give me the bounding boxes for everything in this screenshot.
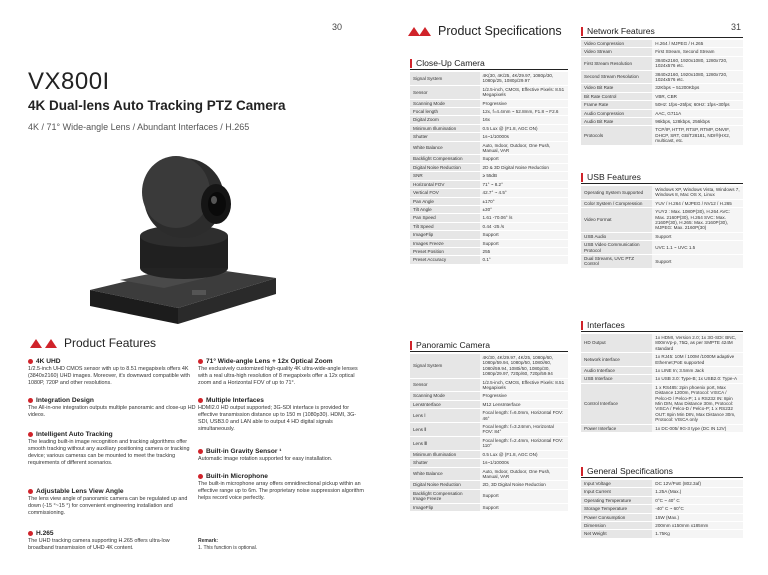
spec-value: -40° C ~ 60°C [652,505,743,513]
spec-value: Auto, Indoor, Outdoor, One Push, Manual, VAR [480,141,568,155]
spec-value: 3840x2160, 1920x1080, 1280x720, 1024x576 etc. [652,70,743,84]
spec-value: 32Kbps ~ 51200Kbps [652,84,743,92]
spec-row [410,222,568,230]
feature-h265 [28,530,196,552]
spec-value: 1s~1/10000s [480,133,568,141]
spec-value: Support [480,231,568,239]
spec-row [410,392,568,400]
feature-desc: The leading built-in image recognition and tracking algorithms offer smooth tracking without any auxiliary positioning camera or tracking device; various cameras can be mounted to meet the tracking requirements of different scenarios. [28,439,190,466]
spec-row [410,155,568,163]
product-tagline: 4K / 71° Wide-angle Lens / Abundant Interfaces / H.265 [28,122,250,132]
spec-key: Tilt Speed [410,222,480,230]
spec-key: Lens Ⅲ [410,436,480,450]
page-number-right: 31 [731,22,742,32]
spec-key: Video Stream [581,48,652,56]
logo-mark-icon [45,339,57,348]
spec-key: Lens Ⅱ [410,423,480,437]
spec-row [581,70,743,84]
accent-bar [581,321,583,330]
spec-value: Progressive [480,99,568,107]
interfaces-heading [581,320,743,332]
spec-key: Signal System [410,72,480,85]
spec-value: VBR, CBR [652,92,743,100]
spec-key: Preset Accuracy [410,256,480,264]
spec-row [410,400,568,408]
spec-value: 1.61 -70.06° /s [480,214,568,222]
spec-value: 50Hz: 1fps~25fps; 60Hz: 1fps~30fps [652,101,743,109]
spec-row [410,481,568,489]
spec-row [410,205,568,213]
spec-row [410,239,568,247]
spec-key: First Stream Resolution [581,56,652,70]
spec-row [410,172,568,180]
spec-row [410,85,568,99]
spec-key: Horizontal FOV [410,180,480,188]
spec-value: First Stream, Second Stream [652,48,743,56]
spec-row [581,126,743,145]
spec-key: USB Video Communication Protocol [581,241,652,255]
bullet-icon [198,359,203,364]
spec-row [410,450,568,458]
spec-row [581,334,743,353]
spec-key: ImageFlip [410,231,480,239]
spec-row [581,375,743,383]
spec-key: USB Audio [581,232,652,240]
spec-value: 1x HDMI, Version 2.0; 1x 3G-SDI: BNC, 800mVp-p, 75Ω, as per SMPTE 424M standard [652,334,743,353]
spec-value: 12x, f=4.4mm ~ 52.8mm, F1.8 ~ F2.6 [480,108,568,116]
interfaces-table [581,334,743,433]
spec-key: Pan Angle [410,197,480,205]
spec-value: 1x RJ45: 10M / 100M /1000M adaptive Ethernet;PoE supported [652,353,743,367]
spec-value: H.264 / MJPEG / H.265 [652,40,743,48]
spec-row [581,109,743,117]
spec-key: Control Interface [581,383,652,424]
spec-row [581,241,743,255]
spec-value: 0.5 Lux @ (F1.8, AGC ON) [480,124,568,132]
spec-value: 42.7° ~ 4.5° [480,189,568,197]
spec-value: Support [480,503,568,511]
spec-key: Second Stream Resolution [581,70,652,84]
network-features-table [581,40,743,146]
spec-key: Power Consumption [581,513,652,521]
spec-key: Shutter [410,133,480,141]
remark-label: Remark: [198,538,219,544]
spec-row [410,214,568,222]
spec-key: Color System / Compression [581,199,652,207]
spec-row [581,424,743,432]
spec-row [410,108,568,116]
remark-note [198,538,257,552]
spec-row [581,480,743,488]
spec-key: Focal length [410,108,480,116]
spec-row [581,84,743,92]
panoramic-camera-heading [410,340,568,352]
accent-bar [410,341,412,350]
spec-key: Signal System [410,354,480,378]
spec-value: 15W (Max.) [652,513,743,521]
product-subtitle: 4K Dual-lens Auto Tracking PTZ Camera [28,98,286,113]
spec-key: Video Bit Rate [581,84,652,92]
spec-value: Support [480,155,568,163]
bullet-icon [28,489,33,494]
spec-row [410,459,568,467]
section-title: USB Features [587,172,641,182]
spec-row [581,186,743,199]
feature-title: Multiple Interfaces [206,397,264,404]
spec-row [410,180,568,188]
spec-key: Video Format [581,208,652,233]
feature-title: Built-in Microphone [206,473,268,480]
feature-desc: Automatic image rotation supported for easy installation. [198,456,333,462]
spec-row [410,247,568,255]
feature-title: Built-in Gravity Sensor ¹ [206,448,282,455]
feature-desc: The lens view angle of panoramic camera can be regulated up and down (-15 °~15 °) for convenient engineering installation and commissioning. [28,496,188,516]
accent-bar [581,27,583,36]
spec-key: Video Compression [581,40,652,48]
spec-row [581,118,743,126]
spec-key: ImageFlip [410,503,480,511]
bullet-icon [28,432,33,437]
spec-row [410,163,568,171]
product-model: VX800I [28,68,110,95]
remark-text: 1. This function is optional. [198,545,258,551]
spec-row [581,101,743,109]
spec-value: Focal length: f=6.0mm, Horizontal FOV: 46° [480,409,568,423]
spec-row [581,208,743,233]
bullet-icon [28,398,33,403]
spec-key: Scanning Mode [410,392,480,400]
spec-key: Operating System Supported [581,186,652,199]
spec-value: 1.75Kg [652,530,743,538]
spec-value: 1s~1/10000s [480,459,568,467]
spec-key: Net Weight [581,530,652,538]
feature-gravity-sensor [198,448,366,463]
feature-wide-angle-lens [198,358,366,387]
spec-key: Bit Rate Control [581,92,652,100]
spec-row [581,48,743,56]
feature-title: 71° Wide-angle Lens + 12x Optical Zoom [206,358,333,365]
spec-row [410,423,568,437]
spec-row [410,116,568,124]
spec-row [581,505,743,513]
spec-key: Vertical FOV [410,189,480,197]
feature-auto-tracking [28,431,196,467]
spec-key: Lens Ⅰ [410,409,480,423]
spec-row [410,489,568,503]
spec-row [581,56,743,70]
spec-key: Operating Temperature [581,496,652,504]
feature-title: Integration Design [36,397,94,404]
feature-title: Adjustable Lens View Angle [36,488,124,495]
spec-row [581,353,743,367]
section-title: Panoramic Camera [416,340,491,350]
feature-desc: The exclusively customized high-quality 4K ultra-wide-angle lenses with a real ultra-high resolution of 8 megapixels offer a 12x optical zoom and a Horizontal FOV of up to 71°. [198,366,358,386]
feature-microphone [198,473,366,502]
spec-row [581,367,743,375]
spec-key: Dual Streams, UVC PTZ Control [581,255,652,269]
feature-desc: The built-in microphone array offers omnidirectional pickup within an effective range up to 6m. The proprietary noise suppression algorithm helps record voice perfectly. [198,481,364,501]
spec-key: Backlight Compensation Image Freeze [410,489,480,503]
spec-row [410,231,568,239]
product-features-heading [30,336,156,350]
spec-key: Backlight Compensation [410,155,480,163]
feature-desc: HDMI2.0 HD output supported; 3G-SDI interface is provided for effective transmission distance up to 150 m (1080p30). HDMI, 3G-SDI, USB3.0 and LAN able to output 4 HD digital signals simultaneously. [198,405,357,432]
feature-integration-design [28,397,196,419]
spec-value: 2D, 3D Digital Noise Reduction [480,481,568,489]
spec-key: Digital Noise Reduction [410,163,480,171]
spec-value: Windows XP, Windows Vista, Windows 7, Windows 8, Mac OS X, Linux [652,186,743,199]
spec-value: Support [652,255,743,269]
spec-row [410,72,568,85]
spec-key: SNR [410,172,480,180]
feature-desc: The UHD tracking camera supporting H.265 offers ultra-low broadband transmission of UHD 4K content. [28,538,170,551]
spec-row [581,496,743,504]
bullet-icon [198,449,203,454]
spec-key: Dimension [581,522,652,530]
spec-row [410,133,568,141]
feature-4k-uhd [28,358,196,387]
feature-multiple-interfaces [198,397,366,433]
spec-value: DC 12V/PoE (802.3af) [652,480,743,488]
spec-key: Sensor [410,85,480,99]
closeup-camera-heading [410,58,568,70]
logo-mark-icon [30,339,42,348]
spec-value: 1x DC-005/ 9G-3 type (DC IN 12V) [652,424,743,432]
spec-value: 0.5 Lux @ (F1.8, AGC ON) [480,450,568,458]
usb-features-table [581,186,743,269]
camera-product-image [80,140,280,330]
spec-value: 255 [480,247,568,255]
closeup-camera-table [410,72,568,265]
spec-value: 71° ~ 8.2° [480,180,568,188]
feature-title: H.265 [36,530,54,537]
spec-value: M12 LensInterface [480,400,568,408]
spec-row [581,199,743,207]
spec-key: Pan Speed [410,214,480,222]
spec-key: Images Freeze [410,239,480,247]
spec-value: UVC 1.1 ~ UVC 1.5 [652,241,743,255]
bullet-icon [198,398,203,403]
spec-row [410,467,568,481]
spec-key: Audio Compression [581,109,652,117]
spec-value: 200mm x150mm x185mm [652,522,743,530]
spec-value: 1/2.5-inch, CMOS, Effective Pixels: 8.51 Megapixels [480,378,568,392]
spec-value: 1.25A (Max.) [652,488,743,496]
spec-key: Protocols [581,126,652,145]
feature-title: 4K UHD [36,358,61,365]
spec-key: Minimum Illumination [410,450,480,458]
accent-bar [410,59,412,68]
spec-key: Scanning Mode [410,99,480,107]
spec-row [410,409,568,423]
spec-value: 0°C ~ 40° C [652,496,743,504]
spec-key: USB Interface [581,375,652,383]
spec-row [410,354,568,378]
spec-key: Shutter [410,459,480,467]
feature-desc: The All-in-one integration outputs multiple panoramic and close-up HD videos. [28,405,196,418]
section-title: Close-Up Camera [416,58,485,68]
bullet-icon [28,531,33,536]
product-features-title: Product Features [64,336,157,350]
spec-value: AAC, G711A [652,109,743,117]
spec-key: Sensor [410,378,480,392]
spec-row [581,522,743,530]
spec-value: YUV / H.264 / MJPEG / NV12 / H.265 [652,199,743,207]
spec-value: Focal length: f=2.4mm, Horizontal FOV: 110° [480,436,568,450]
spec-key: Frame Rate [581,101,652,109]
spec-row [581,255,743,269]
spec-key: Tilt Angle [410,205,480,213]
spec-key: Audio Interface [581,367,652,375]
spec-row [410,378,568,392]
spec-row [581,92,743,100]
spec-row [410,197,568,205]
feature-lens-view-angle [28,488,196,517]
spec-key: Digital Zoom [410,116,480,124]
spec-key: Input Current [581,488,652,496]
spec-value: 1 x RS485: 2pin phoenix port, Max Distance 1200m, Protocol: VISCA / Pelco-D / Pelco-P; 1 x RS232 IN: 8pin Min DIN, Max Distance 30m, Protocol: VISCA / Pelco-D / Pelco-P; 1 x RS232 OUT: 8pin Min DIN, Max Distance 30m, Protocol: VISCA only [652,383,743,424]
spec-value: YUY2 : Max. 1080P(30), H.264 AVC: Max. 2160P(30), H.264 SVC: Max. 2160P(30), H.265: Max. 2160P(30), MJPEG: Max. 2160P(30) [652,208,743,233]
spec-key: Network interface [581,353,652,367]
spec-key: LensInterface [410,400,480,408]
spec-value: 0.1° [480,256,568,264]
spec-value: Focal length: f=3.24mm, Horizontal FOV: 84° [480,423,568,437]
logo-mark-icon [419,27,431,36]
network-features-heading [581,26,743,38]
spec-row [581,530,743,538]
spec-row [410,141,568,155]
spec-value: 1x LINE In; 3.5mm Jack [652,367,743,375]
product-specifications-title: Product Specifications [438,24,562,38]
spec-value: 0.44 -25 /s [480,222,568,230]
spec-value: 4K(30, 4K/25, 4K/29.97, 1080p/30, 1080p/25, 1080p/29.97 [480,72,568,85]
spec-value: 3840x2160, 1920x1080, 1280x720, 1024x576 etc. [652,56,743,70]
spec-row [410,189,568,197]
spec-value: Support [652,232,743,240]
accent-bar [581,173,583,182]
spec-value: 16x [480,116,568,124]
spec-row [410,99,568,107]
spec-key: Minimum Illumination [410,124,480,132]
spec-key: Storage Temperature [581,505,652,513]
spec-key: White Balance [410,141,480,155]
spec-value: ≥ 55dB [480,172,568,180]
spec-key: Preset Position [410,247,480,255]
spec-value: 2D & 3D Digital Noise Reduction [480,163,568,171]
spec-row [410,124,568,132]
spec-value: TCP/IP, HTTP, RTSP, RTMP, ONVIF, DHCP, SRT, GB/T28181, NDI®|HX2, multicast, etc. [652,126,743,145]
feature-desc: 1/2.5-inch UHD CMOS sensor with up to 8.51 megapixels offers 4K (3840x2160) UHD images. Moreover, it's downward compatible with 1080P, 720P and other resolutions. [28,366,190,386]
product-specifications-heading [408,24,562,38]
spec-row [410,256,568,264]
spec-key: HD Output [581,334,652,353]
spec-value: 1/2.5-inch, CMOS, Effective Pixels: 8.51 Megapixels [480,85,568,99]
spec-value: Auto, Indoor, Outdoor, One Push, Manual, VAR [480,467,568,481]
usb-features-heading [581,172,743,184]
spec-value: 1x USB 3.0: Type-B; 1x USB2.0: Type-A [652,375,743,383]
spec-row [581,40,743,48]
spec-row [581,383,743,424]
spec-row [410,436,568,450]
spec-key: Power Interface [581,424,652,432]
section-title: Interfaces [587,320,625,330]
accent-bar [581,467,583,476]
general-specifications-table [581,480,743,539]
spec-value: Progressive [480,392,568,400]
section-title: General Specifications [587,466,673,476]
spec-row [581,232,743,240]
spec-value: 96kbps, 128kbps, 256kbps [652,118,743,126]
spec-value: ±170° [480,197,568,205]
page-number-left: 30 [332,22,343,32]
spec-value: 4K/30, 4K/29.97, 4K/25, 1080p/60, 1080p/59.94, 1080p/50, 1080i/60, 1080i/59.94, 1080i/50, 1080p/30, 1080p/29.97, 720p/60, 720p/59.94 [480,354,568,378]
spec-key: Audio Bit Rate [581,118,652,126]
spec-key: Digital Noise Reduction [410,481,480,489]
spec-key: White Balance [410,467,480,481]
general-specifications-heading [581,466,743,478]
spec-value: Support [480,489,568,503]
bullet-icon [198,474,203,479]
section-title: Network Features [587,26,655,36]
spec-row [581,513,743,521]
spec-key: Input Voltage [581,480,652,488]
panoramic-camera-table [410,354,568,512]
feature-title: Intelligent Auto Tracking [36,431,113,438]
spec-row [410,503,568,511]
bullet-icon [28,359,33,364]
spec-row [581,488,743,496]
spec-value: Support [480,239,568,247]
spec-value: ±30° [480,205,568,213]
